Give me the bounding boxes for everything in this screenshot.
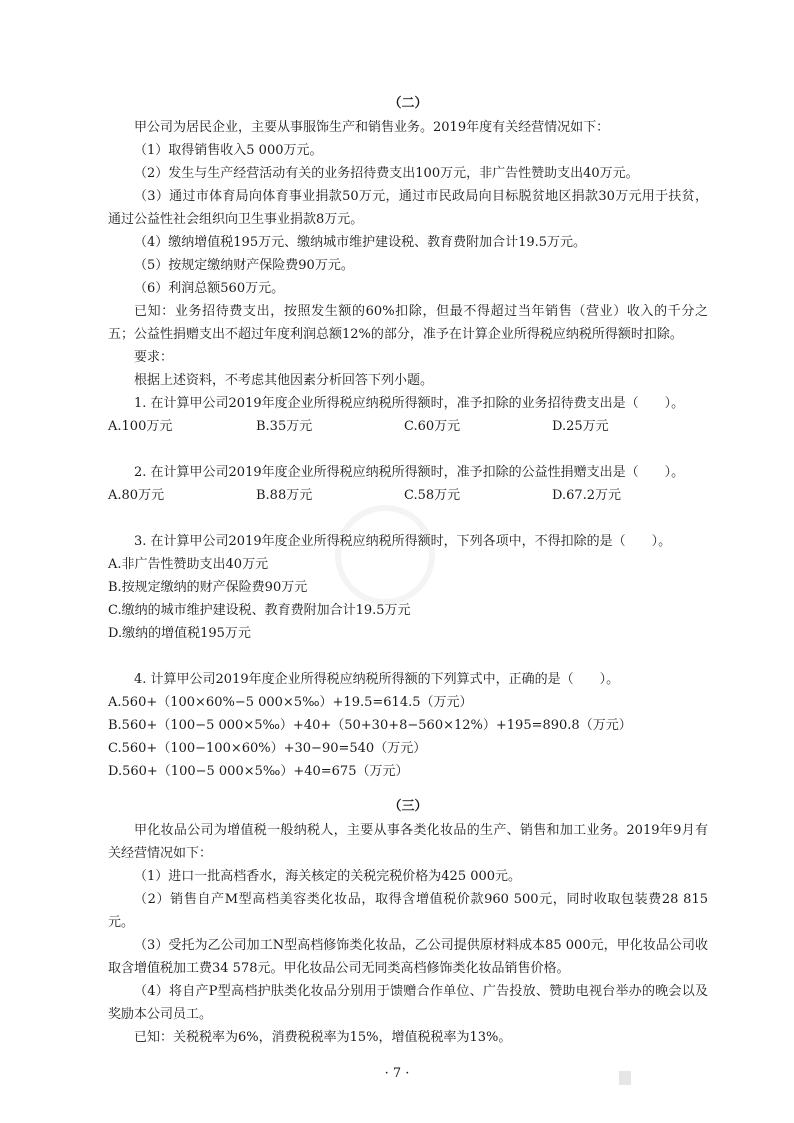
section-2-intro: 甲公司为居民企业，主要从事服饰生产和销售业务。2019年度有关经营情况如下： [134,120,610,135]
question-3-option-c: C.缴纳的城市维护建设税、教育费附加合计19.5万元 [108,603,411,618]
section-2-item-6: （6）利润总额560万元。 [134,281,285,296]
section-2-title: （二） [388,96,428,111]
question-4-option-d: D.560+（100−5 000×5‰）+40=675（万元） [108,764,409,779]
section-3-item-1: （1）进口一批高档香水，海关核定的关税完税价格为425 000元。 [134,869,522,884]
section-2-item-3: （3）通过市体育局向体育事业捐款50万元，通过市民政局向目标脱贫地区捐款30万元用于扶贫，通过公益性社会组织向卫生事业捐款8万元。 [108,189,708,227]
section-2-item-5: （5）按规定缴纳财产保险费90万元。 [134,258,354,273]
section-2-item-2: （2）发生与生产经营活动有关的业务招待费支出100万元，非广告性赞助支出40万元。 [134,166,639,181]
section-3-title: （三） [388,799,428,814]
section-2-known: 已知：业务招待费支出，按照发生额的60%扣除，但最不得超过当年销售（营业）收入的千分之五；公益性捐赠支出不超过年度利润总额12%的部分，准予在计算企业所得税应纳税所得额时扣除。 [108,304,708,342]
question-4-option-a: A.560+（100×60%−5 000×5‰）+19.5=614.5（万元） [108,695,473,710]
section-3-item-2: （2）销售自产M型高档美容类化妆品，取得含增值税价款960 500元，同时收取包装费28 815元。 [108,892,708,930]
question-1-option-c: C.60万元 [404,419,461,434]
section-2-instruction: 根据上述资料，不考虑其他因素分析回答下列小题。 [134,373,434,388]
section-3-intro: 甲化妆品公司为增值税一般纳税人，主要从事各类化妆品的生产、销售和加工业务。2019年9月有关经营情况如下： [108,823,708,861]
section-3-known: 已知：关税税率为6%，消费税税率为15%，增值税税率为13%。 [134,1030,512,1045]
question-2-option-b: B.88万元 [256,488,313,503]
question-2-stem: 2. 在计算甲公司2019年度企业所得税应纳税所得额时，准予扣除的公益性捐赠支出是（ ）。 [134,465,685,480]
section-2-item-1: （1）取得销售收入5 000万元。 [134,143,323,158]
section-3-item-4: （4）将自产P型高档护肤类化妆品分别用于馈赠合作单位、广告投放、赞助电视台举办的晚会以及奖励本公司员工。 [108,984,708,1022]
question-1-stem: 1. 在计算甲公司2019年度企业所得税应纳税所得额时，准予扣除的业务招待费支出是（ ）。 [134,396,685,411]
question-3-option-d: D.缴纳的增值税195万元 [108,626,251,641]
question-3-option-b: B.按规定缴纳的财产保险费90万元 [108,580,308,595]
question-4-option-c: C.560+（100−100×60%）+30−90=540（万元） [108,741,427,756]
question-2-option-d: D.67.2万元 [552,488,622,503]
section-3-item-3: （3）受托为乙公司加工N型高档修饰类化妆品，乙公司提供原材料成本85 000元，甲化妆品公司收取含增值税加工费34 578元。甲化妆品公司无同类高档修饰类化妆品销售价格。 [108,938,708,976]
question-3-stem: 3. 在计算甲公司2019年度企业所得税应纳税所得额时，下列各项中，不得扣除的是（ ）。 [134,534,672,549]
question-1-options [108,415,708,438]
section-2-requirement: 要求： [134,350,174,365]
question-2-options [108,484,708,507]
question-1-option-d: D.25万元 [552,419,609,434]
corner-mark [619,1071,631,1085]
question-2-option-c: C.58万元 [404,488,461,503]
document-page [108,92,708,1049]
question-4-option-b: B.560+（100−5 000×5‰）+40+（50+30+8−560×12%）+195=890.8（万元） [108,718,632,733]
question-1-option-b: B.35万元 [256,419,313,434]
section-2-item-4: （4）缴纳增值税195万元、缴纳城市维护建设税、教育费附加合计19.5万元。 [134,235,587,250]
question-1-option-a: A.100万元 [108,419,173,434]
question-2-option-a: A.80万元 [108,488,165,503]
question-3-option-a: A.非广告性赞助支出40万元 [108,557,269,572]
page-number: · 7 · [384,1066,410,1081]
question-4-stem: 4. 计算甲公司2019年度企业所得税应纳税所得额的下列算式中，正确的是（ ）。 [134,672,620,687]
